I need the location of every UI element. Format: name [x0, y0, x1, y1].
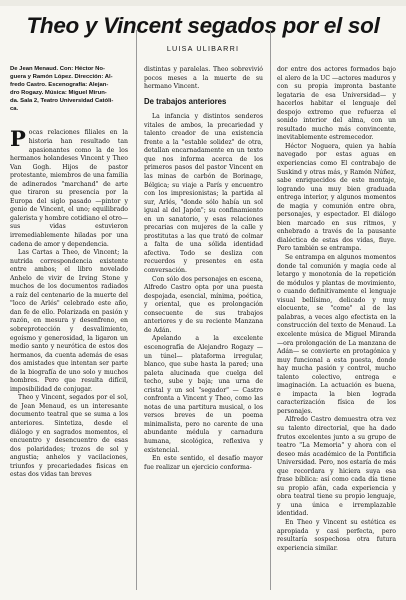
column-divider [270, 30, 271, 590]
paragraph: Alfredo Castro demuestra otra vez su talento directorial, que ha dado frutos excelentes junto a su grupo de teatro "La Memoria" y ahora con el deseo más académico de la Pontificia Universidad. Pero, nos estaría de más que recordara y hiciera suya esa frase bíblica: así como cada día tiene su propio afán, cada experiencia y obra teatral tiene su propio lenguaje, y una única e irremplazable identidad. [277, 416, 396, 518]
paragraph: distintas y paralelas. Theo sobrevivió pocos meses a la muerte de su hermano Vincent. [144, 66, 263, 91]
credits-line: ca. [10, 105, 19, 112]
paragraph: Apelando a la excelente escenografía de Alejandro Rogazy —un túnel— plataforma irregular, blanco, que sube hasta la pared; una paleta alucinada que cuelga del techo, sube y baja; una urna de cristal y un sol "segador" — Castro confronta a Vincent y Theo, como las notas de una partitura musical, o los versos breves de un poema minimalista, pero no carente de una abundante médula y carnadura humana, sicológica, reflexiva y existencial. [144, 335, 263, 454]
column-divider [136, 30, 137, 590]
credits-line: da. Sala 2, Teatro Universidad Católi- [10, 97, 114, 104]
scan-edge [0, 0, 406, 6]
paragraph: En este sentido, el desafío mayor fue realizar un ejercicio conforma- [144, 455, 263, 471]
paragraph: Con sólo dos personajes en escena, Alfredo Castro opta por una puesta despojada, esencial, mínima, poética, y oriental, que es prolongación consecuente de sus trabajos anteriores y de su reciente Manzana de Adán. [144, 275, 263, 334]
section-subheading: De trabajos anteriores [144, 96, 227, 106]
article-column-2 [144, 66, 263, 472]
credits-line: De Jean Menaud. Con: Héctor No- [10, 66, 105, 72]
article-title: Theo y Vincent segados por el sol [26, 13, 380, 38]
article-column-3 [277, 66, 396, 553]
paragraph: La infancia y distintos senderos vitales de ambos, la precariedad y talento creador de una existencia frente a la "estable solidez" de otra, detallan encarnadamente en un texto que nos informa acerca de los primeros pasos del pastor Vincent en las minas de carbón de Borinage, Bélgica; su viaje a París y encuentro con los impresionistas; la partida al sur, Arlés, "donde sólo había un sol igual al del Japón"; su confinamiento en un sanatorio, y esas relaciones precarias con mujeres de la calle y prostitutas a las que trató de colmar a falta de una sólida identidad afectiva. Todo se desliza con recuerdos y presentes en esta conversación. [144, 113, 263, 275]
paragraph-text: ocas relaciones filiales en la historia han resultado tan apasionantes como la de los hermanos holandeses Vincent y Theo Van Gogh. Hijos de pastor protestante, miembros de una familia de adinerados "marchand" de arte que tiraron su presencia por la Europa del siglo pasado —pintor y genio de Vincent, el uno; equilibrado galerista y hombre cotidiano el otro— sus vidas estuvieron irremediablemente hiladas por una cadena de amor y dependencia. [10, 129, 128, 248]
article-column-1 [10, 66, 128, 480]
paragraph: Se entrampa en algunos momentos donde tal comunión y magia cede al letargo y monotonía de la repetición de módulos y plantas de movimiento, o cuando definitivamente el lenguaje visual bellísimo, delicado y muy elocuente, se "come" al de las palabras, a veces algo efectista en la construcción del texto de Menaud. La excelente música de Miguel Miranda —ora prolongación de La manzana de Adán— se convierte en protagónica y muy funcional a esta puesta, donde hay mucha pasión y control, mucho talento colectivo, entrega e imaginación. La actuación es buena, e impacta la bien lograda caracterización física de los personajes. [277, 254, 396, 415]
paragraph: Héctor Noguera, quien ya había navegado por estas aguas en experiencias como El contrabajo de Suskind y otras más, y Ramón Núñez, sabe enriquecidos de este montaje, logrando una muy bien graduada entrega interior, y algunos momentos de magia y comunión entre obra, personajes, y espectador. El diálogo bien marcado en sus ritmos, y enhebrado a través de la pausante dialéctica de estas dos vidas, fluye. Pero también se entrampa. [277, 142, 396, 253]
paragraph: Las Cartas a Theo, de Vincent; la nutrida correspondencia existente entre ambos; el libro novelado Anhelo de vivir de Irving Stone y muchos de los documentos radiados a raíz del centenario de la muerte del "loco de Arlés" celebrado este año, dan fe de ello. Polarizada en pasión y razón, en mesura y desenfreno, en sobreprotección y desvalimiento, egoísmo y generosidad, la ligaron un medio santo y neurótica de estos dos hermanos, da cuenta además de esas dos amistades que intentan ser parte de la biografía de uno solo y muchos hombres. Pero que resulta difícil, imposibilidad de conjugar. [10, 249, 128, 393]
article-byline: LUISA ULIBARRI [166, 44, 240, 53]
credits-line: guera y Ramón López. Dirección: Al- [10, 73, 113, 80]
paragraph: En Theo y Vincent su estética es apropiada y casi perfecta, pero resultaría sospechosa otra futura experiencia similar. [277, 518, 396, 552]
production-credits [10, 66, 128, 113]
paragraph: dor entre dos actores formados bajo el alero de la UC —actores maduros y con su propia impronta bastante legataria de esa Universidad— y hacerlos habitar el lenguaje del despojo extremo que refuerza el sonido interior del alma, con un resultado mucho más convincente, inevitablemente estremecedor. [277, 66, 396, 142]
paragraph: Theo y Vincent, segados por el sol, de Jean Menaud, es un interesante documento teatral que se suma a los anteriores. Sintetiza, desde el diálogo y en sagrados momentos, el encuentro y desencuentro de esas dos polaridades; trozos de sol y angustia; anhelos y vacilaciones, triunfos y precariedades fisicas en estas dos vidas tan breves [10, 394, 128, 479]
credits-line: fredo Castro. Escenografía: Alejan- [10, 81, 109, 88]
paragraph [10, 126, 128, 249]
drop-cap: P [10, 126, 26, 152]
credits-line: dro Rogazy. Música: Miguel Mirun- [10, 89, 107, 96]
